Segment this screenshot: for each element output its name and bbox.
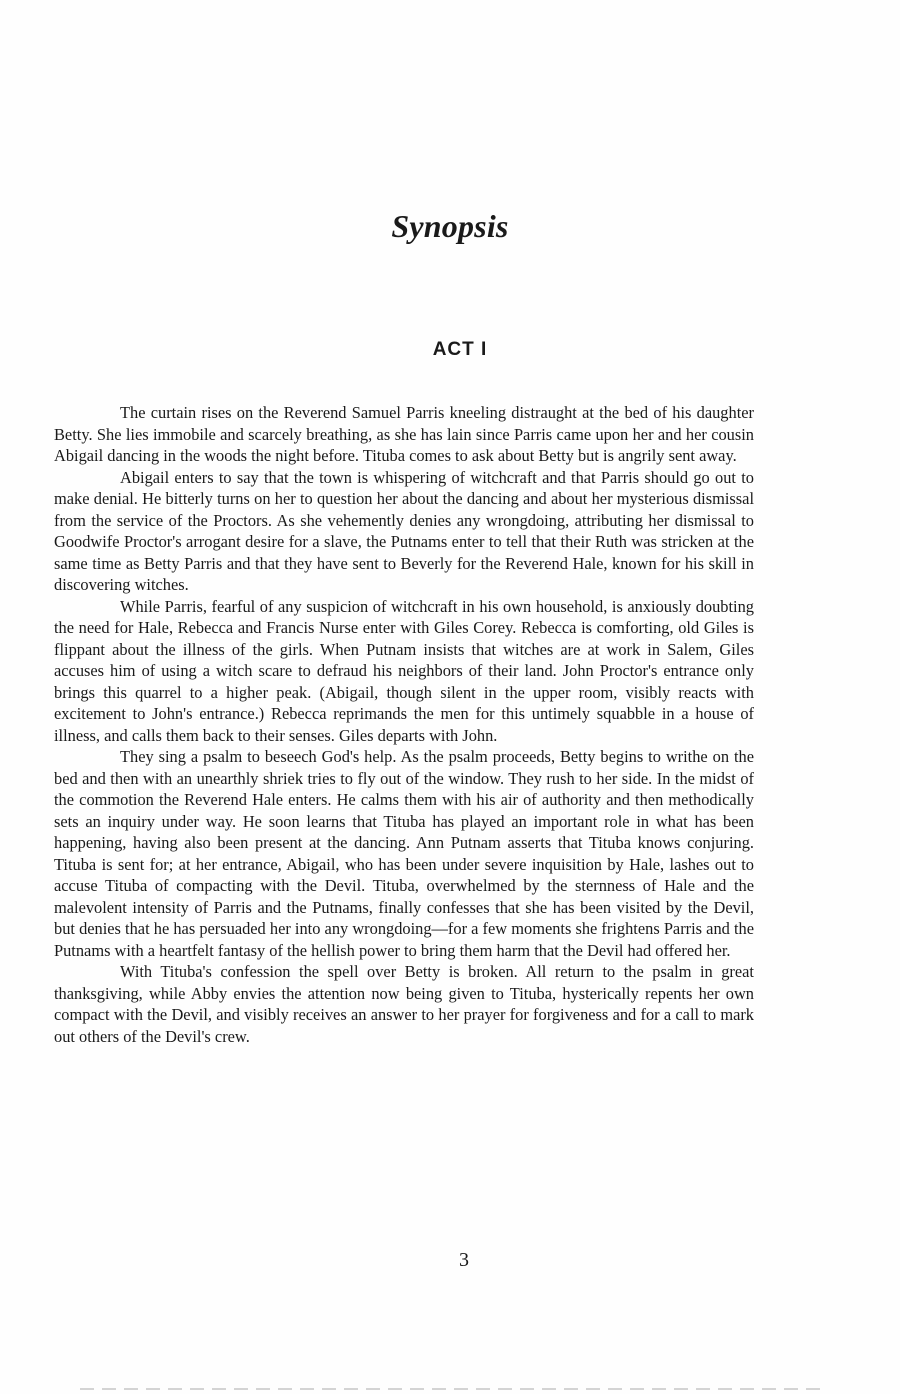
paragraph: While Parris, fearful of any suspicion of witchcraft in his own household, is anxiously doubting the need for Hale, Rebecca and Francis Nurse enter with Giles Corey. Rebecca is comforting, old Giles is flippant about the illness of the girls. When Putnam insists that witches are at work in Salem, Giles accuses him of using a witch scare to defraud his neighbors of their land. John Proctor's entrance only brings this quarrel to a higher peak. (Abigail, though silent in the upper room, visibly reacts with excitement to John's entrance.) Rebecca reprimands the men for this untimely squabble in a house of illness, and calls them back to their senses. Giles departs with John.	[54, 596, 754, 745]
synopsis-body	[54, 402, 754, 1047]
paragraph: With Tituba's confession the spell over Betty is broken. All return to the psalm in great thanksgiving, while Abby envies the attention now being given to Tituba, hysterically repents her own compact with the Devil, and visibly receives an answer to her prayer for forgiveness and for a call to mark out others of the Devil's crew.	[54, 962, 754, 1046]
paragraph: The curtain rises on the Reverend Samuel Parris kneeling distraught at the bed of his daughter Betty. She lies immobile and scarcely breathing, as she has lain since Parris came upon her and her cousin Abigail dancing in the woods the night before. Tituba comes to ask about Betty but is angrily sent away.	[54, 403, 754, 465]
page-title: Synopsis	[391, 208, 509, 244]
scan-edge-artifact	[80, 1388, 820, 1390]
paragraph: They sing a psalm to beseech God's help. As the psalm proceeds, Betty begins to writhe on the bed and then with an unearthly shriek tries to fly out of the window. They rush to her side. In the midst of the commotion the Reverend Hale enters. He calms them with his air of authority and then methodically sets an inquiry under way. He soon learns that Tituba has played an important role in what has been happening, having also been present at the dancing. Ann Putnam asserts that Tituba knows conjuring. Tituba is sent for; at her entrance, Abigail, who has been under severe inquisition by Hale, lashes out to accuse Tituba of compacting with the Devil. Tituba, overwhelmed by the sternness of Hale and the malevolent intensity of Parris and the Putnams, finally confesses that she has been visited by the Devil, but denies that he has persuaded her into any wrongdoing—for a few moments she frightens Parris and the Putnams with a heartfelt fantasy of the hellish power to bring them harm that the Devil had offered her.	[54, 747, 754, 960]
page-number: 3	[459, 1249, 469, 1271]
paragraph: Abigail enters to say that the town is whispering of witchcraft and that Parris should go out to make denial. He bitterly turns on her to question her about the dancing and about her mysterious dismissal from the service of the Proctors. As she vehemently denies any wrongdoing, attributing her dismissal to Goodwife Proctor's arrogant desire for a slave, the Putnams enter to tell that their Ruth was stricken at the same time as Betty Parris and that they have sent to Beverly for the Reverend Hale, known for his skill in discovering witches.	[54, 467, 754, 594]
act-heading: ACT I	[432, 339, 488, 360]
